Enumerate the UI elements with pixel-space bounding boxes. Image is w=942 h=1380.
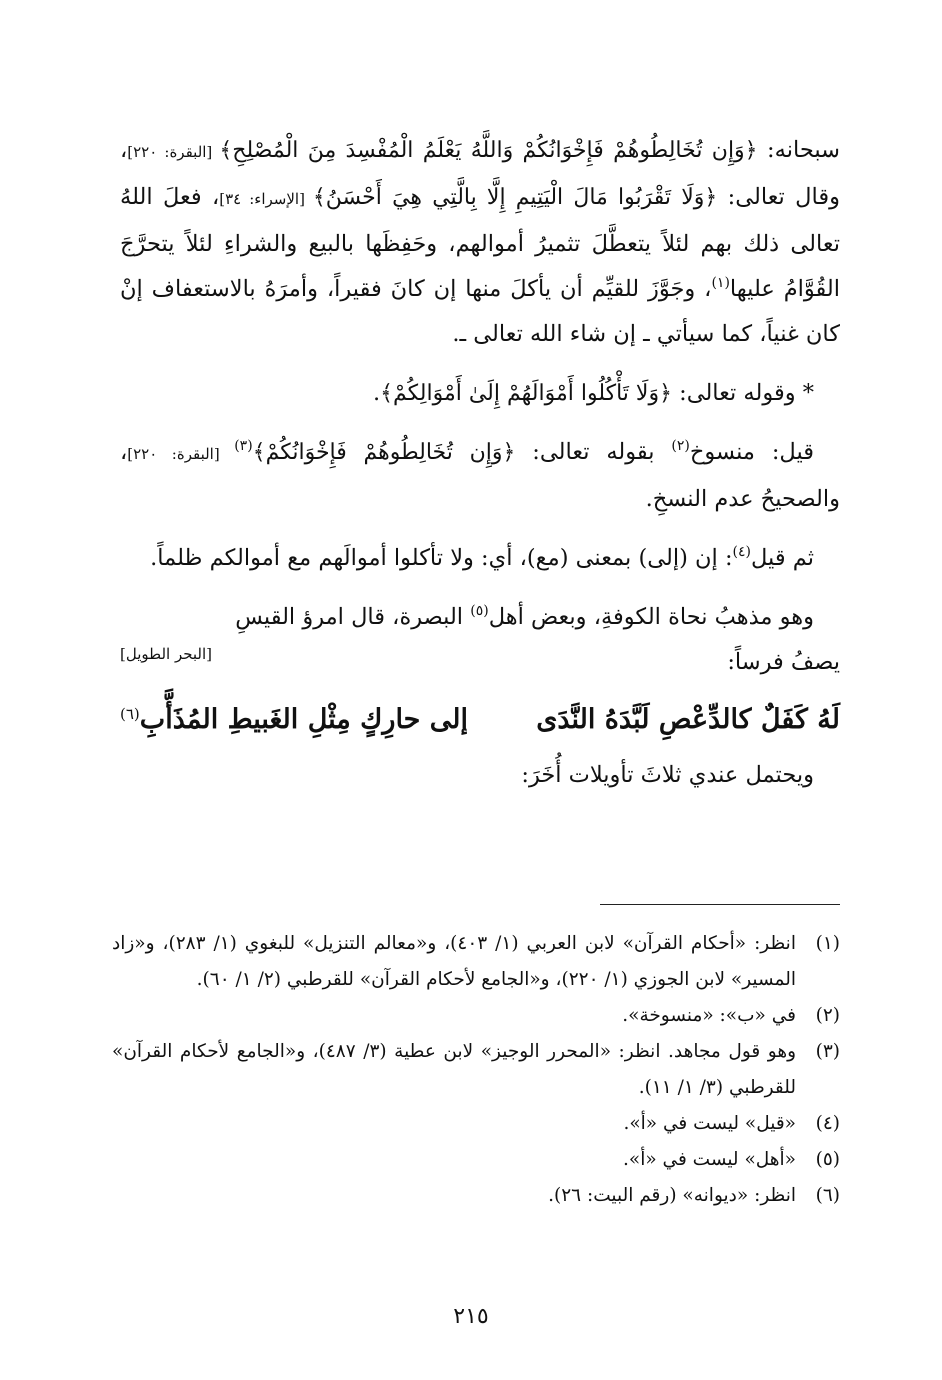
footnote (112, 1178, 840, 1214)
quran-verse: ﴿وَإِن تُخَالِطُوهُمْ فَإِخْوَانُكُمْ وَاللَّهُ يَعْلَمُ الْمُفْسِدَ مِنَ الْمُصْلِحِ﴾ (219, 138, 758, 163)
text-run: البصرة، قال امرؤ القيسِ (235, 604, 471, 630)
poem-intro: يصفُ فرساً: (727, 649, 840, 675)
poem-intro-line (120, 640, 840, 685)
text-run: ، وقال تعالى: (120, 137, 841, 210)
footnote-divider (600, 904, 840, 905)
hemistich-text: إلى حارِكٍ مِثْلِ الغَبيطِ المُذَأَّبِ (139, 704, 468, 735)
paragraph-5 (120, 595, 840, 640)
footnote-text: في «ب»: «منسوخة». (622, 1005, 796, 1026)
footnote-marker[interactable]: (٥) (470, 603, 489, 619)
footnote-marker[interactable]: (١) (711, 275, 730, 291)
footnote-marker[interactable]: (٤) (732, 544, 752, 560)
footnote (112, 1142, 840, 1178)
verse-reference: [الإسراء: ٣٤] (219, 190, 313, 208)
footnote (112, 1034, 840, 1106)
paragraph-1 (120, 128, 840, 357)
footnote-marker[interactable]: (٦) (120, 705, 140, 723)
footnote-text: «أهل» ليست في «أ». (623, 1149, 796, 1170)
paragraph-4 (120, 536, 840, 581)
text-run: ، والصحيحُ عدم النسخِ. (120, 439, 840, 512)
main-text (120, 128, 840, 798)
footnote-text: انظر: «أحكام القرآن» لابن العربي (١/ ٤٠٣)، و«معالم التنزيل» للبغوي (١/ ٢٨٣)، و«زاد المسير» لابن الجوزي (١/ ٢٢٠)، و«الجامع لأحكام القرآن» للقرطبي (٢/ ١/ ٦٠). (112, 933, 796, 990)
text-run: : إن (إلى) بمعنى (مع)، أي: ولا تأكلوا أموالَهم مع أموالكم ظلماً. (150, 545, 733, 571)
paragraph-3 (120, 430, 840, 522)
text-run: . (372, 380, 381, 406)
text-run: قيل: منسوخ (689, 439, 815, 465)
footnote-number: (٦) (815, 1185, 840, 1206)
poem-verse (120, 697, 840, 749)
footnote-marker[interactable]: (٢) (671, 438, 690, 454)
paragraph-2 (120, 371, 840, 416)
footnote (112, 1106, 840, 1142)
footnote-marker[interactable]: (٣) (234, 438, 253, 454)
footnote (112, 998, 840, 1034)
footnote-number: (٣) (815, 1041, 840, 1062)
footnote-number: (٤) (815, 1113, 840, 1134)
verse-hemistich-1: لَهُ كَفَلٌ كالدِّعْصِ لَبَّدَهُ النَّدَى (536, 704, 840, 735)
quran-verse: ﴿وَلَا تَقْرَبُوا مَالَ الْيَتِيمِ إِلَّا بِالَّتِي هِيَ أَحْسَنُ﴾ (312, 185, 718, 210)
paragraph-6 (120, 753, 840, 798)
footnote-number: (٢) (815, 1005, 840, 1026)
text-run: ثم قيل (751, 545, 814, 571)
text-run: * وقوله تعالى: (671, 380, 814, 406)
verse-hemistich-2 (120, 697, 468, 742)
text-run: سبحانه: (757, 137, 840, 163)
verse-reference: [البقرة: ٢٢٠] (127, 445, 235, 463)
text-run: بقوله تعالى: (515, 439, 672, 465)
verse-reference: [البقرة: ٢٢٠] (127, 143, 220, 161)
footnote-number: (١) (815, 933, 840, 954)
text-run: ، فعلَ اللهُ تعالى ذلك بهم لئلاً يتعطَّلَ تثميرُ أموالهم، وحَفِظَها بالبيع والشراءِ لئلاً يتحرَّجَ القُوَّامُ عليها (120, 184, 841, 302)
quran-verse: ﴿وَلَا تَأْكُلُوا أَمْوَالَهُمْ إِلَىٰ أَمْوَالِكُمْ﴾ (380, 381, 672, 406)
poetic-meter: [البحر الطويل] (120, 645, 213, 663)
page-number: ٢١٥ (453, 1304, 489, 1329)
text-run: وهو مذهبُ نحاة الكوفةِ، وبعض أهل (488, 604, 814, 630)
footnotes (112, 926, 840, 1214)
text-run: ، وجَوَّزَ للقيِّم أن يأكلَ منها إن كانَ فقيراً، وأمرَهُ بالاستعفاف إنْ كان غنياً، كما سيأتي ـ إن شاء الله تعالى ـ. (120, 276, 840, 347)
footnote-number: (٥) (815, 1149, 840, 1170)
quran-verse: ﴿وَإِن تُخَالِطُوهُمْ فَإِخْوَانُكُمْ﴾ (252, 440, 516, 465)
footnote-text: انظر: «ديوانه» (رقم البيت: ٢٦). (548, 1185, 796, 1206)
text-run: ويحتمل عندي ثلاثَ تأويلات أُخَرَ: (521, 762, 814, 788)
footnote-text: وهو قول مجاهد. انظر: «المحرر الوجيز» لابن عطية (٣/ ٤٨٧)، و«الجامع لأحكام القرآن» للقرطبي (٣/ ١/ ١١). (112, 1041, 797, 1098)
footnote-text: «قيل» ليست في «أ». (623, 1113, 796, 1134)
footnote (112, 926, 840, 998)
